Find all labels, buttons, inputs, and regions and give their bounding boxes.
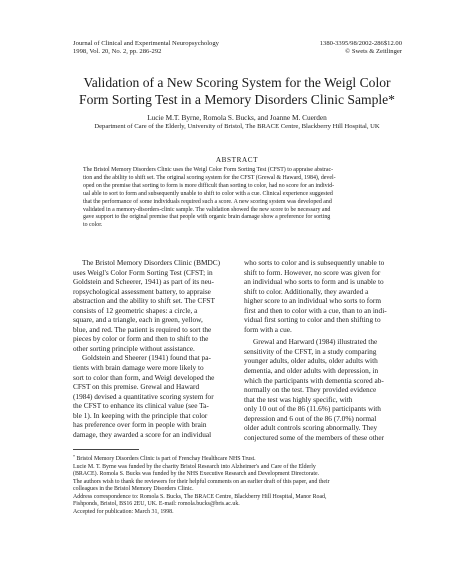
paragraph — [73, 258, 233, 268]
body-line: only 10 out of the 86 (11.6%) participants with — [244, 404, 381, 414]
abstract-line: ual able to sort to form and subsequently unable to shift to color with a cue. Clinical experience suggested — [83, 190, 333, 197]
footnotes — [73, 453, 405, 516]
body-line: Goldstein and Scheerer, 1941) as part of its neu- — [73, 277, 214, 287]
footnote-line: Address correspondence to: Romola S. Bucks, The BRACE Centre, Blackberry Hill Hospital, Manor Road, — [73, 493, 327, 500]
body-line: abstraction and the ability to shift set. The CFST — [73, 296, 215, 306]
paragraph — [73, 353, 233, 363]
body-line: normally on the test. They provided evidence — [244, 385, 377, 395]
body-line: vidual first sorting to color and then shifting to — [244, 315, 381, 325]
abstract-line: to color. — [83, 222, 103, 229]
footnote-line: Lucie M. T. Byrne was funded by the charity Bristol Research into Alzheimer's and Care of the Elderly — [73, 463, 316, 470]
journal-name: Journal of Clinical and Experimental Neuropsychology — [73, 40, 219, 47]
body-line: (1984) devised a quantitative scoring system for — [73, 391, 214, 401]
body-line: who sorts to color and is subsequently unable to — [244, 258, 385, 267]
body-line: The Bristol Memory Disorders Clinic (BMDC) — [82, 258, 221, 267]
body-line: consists of 12 geometric shapes: a circle, a — [73, 305, 198, 315]
body-line: first and then to color with a cue, than to an indi- — [244, 305, 387, 315]
body-line: square, and a triangle, each in green, yellow, — [73, 315, 203, 325]
body-line: has preference over form in people with brain — [73, 420, 207, 430]
footnote-line: (BRACE). Romola S. Bucks was funded by the NHS Executive Research and Development Directorate. — [73, 471, 320, 477]
publisher: © Swets & Zeitlinger — [345, 48, 402, 56]
footnote-line: Accepted for publication: March 31, 1998. — [73, 508, 174, 515]
journal-issue: 1998, Vol. 20, No. 2, pp. 286-292 — [73, 48, 162, 56]
body-line: sensitivity of the CFST, in a study comparing — [244, 346, 377, 356]
abstract-line: that the performance of some individuals required such a score. A new scoring system was developed and — [83, 198, 332, 205]
title-line: Form Sorting Test in a Memory Disorders Clinic Sample* — [79, 91, 395, 107]
body-column-right — [244, 258, 406, 442]
footnote-marker: * — [73, 454, 75, 459]
abstract-line: The Bristol Memory Disorders Clinic uses the Weigl Color Form Sorting Test (CFST) to appraise abstrac- — [83, 167, 334, 173]
body-line: shift to color. Additionally, they awarded a — [244, 286, 369, 296]
abstract-line: oped on the premise that sorting to form is more difficult than sorting to color, had no score for an individ- — [83, 182, 335, 189]
body-line: that the test was highly specific, with — [244, 394, 353, 404]
abstract-line: tion and the ability to shift set. The original scoring system for the CFST (Grewal & Haward, 1984), devel- — [83, 174, 336, 181]
journal-header-right — [320, 40, 402, 57]
body-line: pieces by color or form and then to shift to the — [73, 334, 209, 344]
footnote-line — [73, 453, 405, 464]
body-column-left — [73, 258, 233, 439]
body-line: an individual who sorts to form and is unable to — [244, 277, 384, 287]
body-line: sort to color than form, and Weigl developed the — [73, 372, 215, 382]
issn-price: 1380-3395/98/2002-286$12.00 — [319, 40, 402, 47]
body-line: blue, and red. The patient is required to sort the — [73, 324, 212, 334]
footnote-rule — [73, 449, 139, 450]
body-line: ble 1). In keeping with the principle that color — [73, 410, 208, 420]
abstract-line: gave support to the original premise that people with organic brain damage show a preference for sorting — [83, 214, 331, 221]
body-line: which the participants with dementia scored ab- — [244, 375, 384, 385]
body-line: other sorting principle without assistance. — [73, 343, 195, 353]
article-title — [40, 75, 434, 108]
footnote-text: Bristol Memory Disorders Clinic is part of Frenchay Healthcare NHS Trust. — [76, 456, 256, 462]
body-line: uses Weigl's Color Form Sorting Test (CFST; in — [73, 267, 213, 277]
abstract-text — [83, 167, 392, 230]
affiliation: Department of Care of the Elderly, University of Bristol, The BRACE Centre, Blackberry Hill Hospital, UK — [94, 123, 380, 130]
abstract-heading: ABSTRACT — [215, 156, 259, 164]
body-line: Goldstein and Sheerer (1941) found that pa- — [82, 353, 211, 363]
paragraph — [244, 337, 406, 347]
title-line: Validation of a New Scoring System for the Weigl Color — [83, 75, 391, 90]
body-line: CFST on this premise. Grewal and Haward — [73, 382, 200, 392]
footnote-line: Fishponds, Bristol, BS16 2EU, UK. E-mail: romola.bucks@bris.ac.uk. — [73, 501, 240, 507]
body-line: tients with brain damage were more likely to — [73, 363, 204, 373]
body-line: older adult controls scoring abnormally. They — [244, 423, 378, 433]
footnote-line: colleagues in the Bristol Memory Disorders Clinic. — [73, 486, 194, 492]
body-line: ropsychological assessment battery, to appraise — [73, 286, 211, 296]
author-list: Lucie M.T. Byrne, Romola S. Bucks, and Joanne M. Cuerden — [147, 113, 327, 122]
body-line: depression and 6 out of the 86 (7.0%) normal — [244, 413, 377, 423]
body-line: shift to form. However, no score was given for — [244, 267, 381, 277]
body-line: Grewal and Harward (1984) illustrated the — [253, 337, 378, 347]
body-line: higher score to an individual who sorts to form — [244, 296, 381, 306]
body-line: damage, they awarded a score for an individual — [73, 429, 212, 439]
journal-header-left — [73, 40, 219, 57]
body-line: form with a cue. — [244, 324, 292, 334]
footnote-line: The authors wish to thank the reviewers for their helpful comments on an earlier draft of this paper, and their — [73, 478, 330, 485]
body-line: dementia, and older adults with depression, in — [244, 366, 379, 376]
body-line: the CFST to enhance its clinical value (see Ta- — [73, 401, 209, 411]
body-line: conjectured some of the members of these other — [244, 432, 385, 442]
abstract-line: validated in a memory-disorders-clinic sample. The validation showed the new score to be necessary and — [83, 206, 331, 213]
body-line: younger adults, older adults, older adults with — [244, 356, 378, 366]
